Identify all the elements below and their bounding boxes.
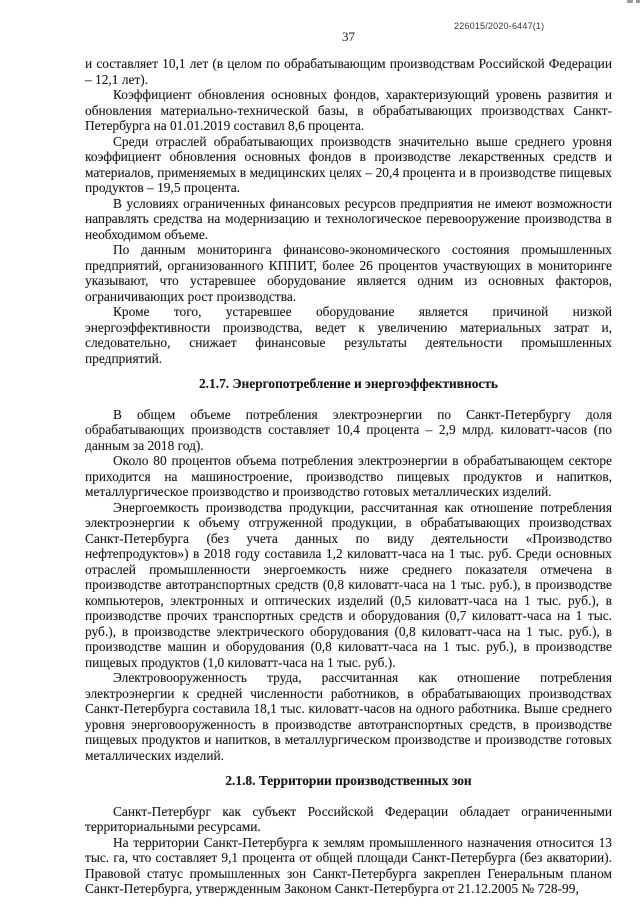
paragraph-energy-intensity: Энергоемкость производства продукции, рассчитанная как отношение потребления электроэнергии к объему отгруженной продукции, в обрабатывающих производствах Санкт-Петербурга (без учета данных по виду деятельности «Производство нефтепродуктов») в 2018 году составила 1,2 киловатт-часа на 1 тыс. руб. Среди основных отраслей промышленности энергоемкость ниже среднего показателя отмечена в производстве автотранспортных средств (0,8 киловатт-часа на 1 тыс. руб.), в производстве компьютеров, электронных и оптических изделий (0,5 киловатт-часа на 1 тыс. руб.), в производстве прочих транспортных средств и оборудования (0,7 киловатт-часа на 1 тыс. руб.), в производстве электрического оборудования (0,8 киловатт-часа на 1 тыс. руб.), в производстве машин и оборудования (0,8 киловатт-часа на 1 тыс. руб.), в производстве пищевых продуктов (1,0 киловатт-часа на 1 тыс. руб.). (85, 499, 612, 670)
document-code-stamp: 226015/2020-6447(1) (454, 21, 545, 31)
paragraph-electricity-share: В общем объеме потребления электроэнергии по Санкт-Петербургу доля обрабатывающих производств составляет 10,4 процента – 2,9 млрд. киловатт-часов (по данным за 2018 год). (85, 406, 612, 453)
paragraph-industrial-lands: На территории Санкт-Петербурга к землям промышленного назначения относится 13 тыс. га, что составляет 9,1 процента от общей площади Санкт-Петербурга (без акватории). Правовой статус промышленных зон Санкт-Петербурга закреплен Генеральным планом Санкт-Петербурга, утвержденным Законом Санкт-Петербурга от 21.12.2005 № 728-99, (85, 834, 612, 896)
paragraph-renewal-coefficient: Коэффициент обновления основных фондов, характеризующий уровень развития и обновления материально-технической базы, в обрабатывающих производствах Санкт-Петербурга на 01.01.2019 составил 8,6 процента. (85, 87, 612, 133)
paragraph-electricity-sectors: Около 80 процентов объема потребления электроэнергии в обрабатывающем секторе приходится на машиностроение, производство пищевых продуктов и напитков, металлургическое производство и производство готовых металлических изделий. (85, 453, 612, 499)
paragraph-renewal-by-industry: Среди отраслей обрабатывающих производств значительно выше среднего уровня коэффициент обновления основных фондов в производстве лекарственных средств и материалов, применяемых в медицинских целях – 20,4 процента и в производстве пищевых продуктов – 19,5 процента. (85, 133, 612, 195)
paragraph-electro-armament: Электровооруженность труда, рассчитанная как отношение потребления электроэнергии к средней численности работников, в обрабатывающих производствах Санкт-Петербурга составила 18,1 тыс. киловатт-часов на одного работника. Выше среднего уровня энерговооруженность в производстве автотранспортных средств, в производстве пищевых продуктов и напитков, в металлургическом производстве и производстве готовых металлических изделий. (85, 670, 612, 763)
paragraph-monitoring-kppit: По данным мониторинга финансово-экономического состояния промышленных предприятий, организованного КППИТ, более 26 процентов участвующих в мониторинге указывают, что устаревшее оборудование является одним из основных факторов, ограничивающих рост производства. (85, 242, 612, 304)
page-number: 37 (342, 29, 355, 44)
paragraph-limited-resources: В условиях ограниченных финансовых ресурсов предприятия не имеют возможности направлять средства на модернизацию и технологическое перевооружение производства в необходимом объеме. (85, 195, 612, 242)
section-heading-2-1-8: 2.1.8. Территории производственных зон (225, 773, 472, 788)
document-body (85, 56, 612, 897)
scan-artifact (636, 0, 640, 3)
paragraph-territorial-resources: Санкт-Петербург как субъект Российской Федерации обладает ограниченными территориальными ресурсами. (85, 803, 612, 834)
scan-artifact (627, 0, 633, 3)
paragraph-obsolete-equipment: Кроме того, устаревшее оборудование является причиной низкой энергоэффективности производства, ведет к увеличению материальных затрат и, следовательно, снижает финансовые результаты деятельности промышленных предприятий. (85, 304, 612, 366)
section-heading-2-1-7: 2.1.7. Энергопотребление и энергоэффективность (198, 376, 498, 391)
paragraph-assets-age: и составляет 10,1 лет (в целом по обрабатывающим производствам Российской Федерации – 12,1 лет). (85, 56, 612, 87)
